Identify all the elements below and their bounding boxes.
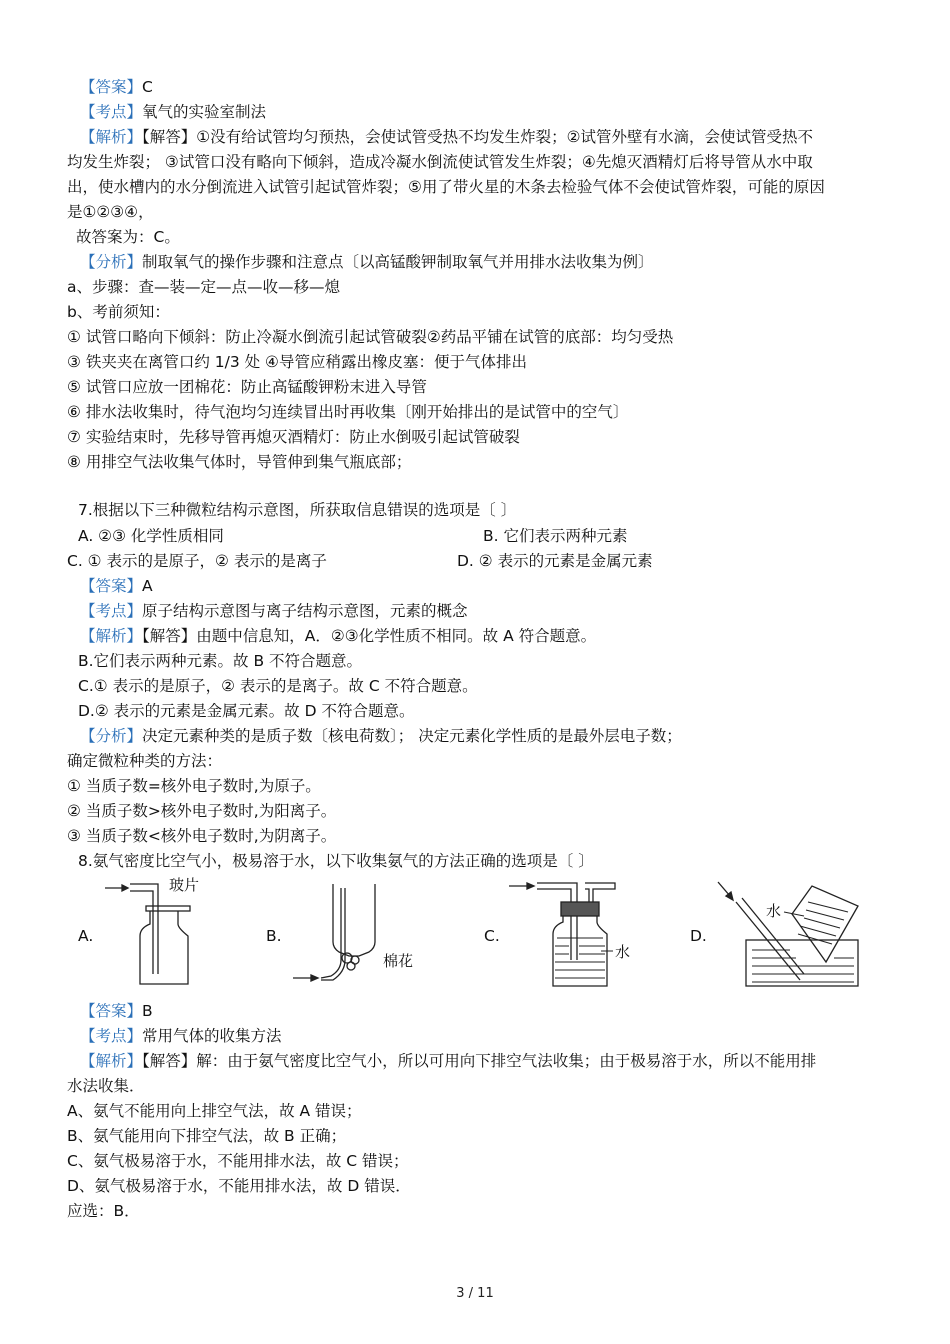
point-tag: 【考点】 (80, 602, 143, 620)
q6-point-line (80, 102, 266, 122)
q6-cautions-title: b、考前须知： (67, 303, 170, 321)
q6-caution-1: ① 试管口略向下倾斜：防止冷凝水倒流引起试管破裂②药品平铺在试管的底部：均匀受热 (67, 328, 674, 346)
q8-analysis-line (80, 1051, 816, 1071)
q8-detail-a: A、氨气不能用向上排空气法，故 A 错误； (67, 1102, 362, 1120)
q6-analysis-line-2: 均发生炸裂； ③试管口没有略向下倾斜，造成冷凝水倒流使试管发生炸裂；④先熄灭酒精灯后将导管从水中取 (67, 153, 813, 171)
q7-method-1: ① 当质子数=核外电子数时,为原子。 (67, 777, 321, 795)
q6-conclusion: 故答案为：C。 (76, 228, 180, 246)
q7-method-title: 确定微粒种类的方法： (67, 752, 223, 770)
analysis-text: 【解答】解：由于氨气密度比空气小，所以可用向下排空气法收集；由于极易溶于水，所以不能用排 (142, 1052, 817, 1070)
q7-option-d: D. ② 表示的元素是金属元素 (457, 552, 653, 570)
note-text: 制取氧气的操作步骤和注意点〔以高锰酸钾制取氧气并用排水法收集为例〕 (142, 253, 654, 271)
q6-caution-5: ⑦ 实验结束时，先移导管再熄灭酒精灯：防止水倒吸引起试管破裂 (67, 428, 520, 446)
q7-analysis-b: B.它们表示两种元素。故 B 不符合题意。 (78, 652, 363, 670)
q8-point-line (80, 1026, 282, 1046)
q6-analysis-line-3: 出，使水槽内的水分倒流进入试管引起试管炸裂；⑤用了带火星的木条去检验气体不会使试管炸裂，可能的原因 (67, 178, 825, 196)
q7-analysis-line (80, 626, 596, 646)
q7-option-c: C. ① 表示的是原子，② 表示的是离子 (67, 552, 327, 570)
answer-tag: 【答案】 (80, 577, 143, 595)
point-value: 常用气体的收集方法 (142, 1027, 282, 1045)
analysis-text: 【解答】由题中信息知，A．②③化学性质不相同。故 A 符合题意。 (142, 627, 597, 645)
q8-detail-b: B、氨气能用向下排空气法，故 B 正确； (67, 1127, 347, 1145)
q6-answer-line (80, 77, 153, 97)
q8-figure-label-c: C. (484, 927, 500, 945)
q6-analysis-line-4: 是①②③④， (67, 203, 154, 221)
figure-a-apparatus (100, 874, 220, 994)
note-tag: 【分析】 (80, 253, 143, 271)
q6-analysis-line-1 (80, 127, 813, 147)
q8-detail-d: D、氨气极易溶于水，不能用排水法，故 D 错误． (67, 1177, 411, 1195)
q8-figure-label-a: A. (78, 927, 94, 945)
figure-b-apparatus (285, 880, 435, 990)
page-number: 3 / 11 (456, 1286, 494, 1301)
analysis-tag: 【解析】 (80, 128, 143, 146)
answer-tag: 【答案】 (80, 1002, 143, 1020)
answer-value: C (142, 78, 153, 96)
q7-method-3: ③ 当质子数<核外电子数时,为阴离子。 (67, 827, 337, 845)
q8-figure-label-d: D. (690, 927, 707, 945)
point-tag: 【考点】 (80, 103, 143, 121)
q6-caution-6: ⑧ 用排空气法收集气体时，导管伸到集气瓶底部； (67, 453, 412, 471)
answer-value: A (142, 577, 153, 595)
q8-analysis-line-2: 水法收集． (67, 1077, 145, 1095)
note-tag: 【分析】 (80, 727, 143, 745)
figure-c-apparatus (505, 874, 645, 994)
q7-answer-line (80, 576, 153, 596)
cotton-label: 棉花 (383, 952, 414, 970)
q7-note-line (80, 726, 682, 746)
q8-final-choice: 应选：B． (67, 1202, 140, 1220)
q7-analysis-d: D.② 表示的元素是金属元素。故 D 不符合题意。 (78, 702, 415, 720)
q7-point-line (80, 601, 468, 621)
q7-analysis-c: C.① 表示的是原子，② 表示的是离子。故 C 不符合题意。 (78, 677, 478, 695)
q7-method-2: ② 当质子数>核外电子数时,为阳离子。 (67, 802, 337, 820)
answer-value: B (142, 1002, 153, 1020)
point-tag: 【考点】 (80, 1027, 143, 1045)
q7-option-b: B. 它们表示两种元素 (483, 527, 628, 545)
analysis-tag: 【解析】 (80, 627, 143, 645)
analysis-tag: 【解析】 (80, 1052, 143, 1070)
q6-caution-3: ⑤ 试管口应放一团棉花：防止高锰酸钾粉末进入导管 (67, 378, 427, 396)
point-value: 原子结构示意图与离子结构示意图，元素的概念 (142, 602, 468, 620)
q6-caution-2: ③ 铁夹夹在离管口约 1/3 处 ④导管应稍露出橡皮塞：便于气体排出 (67, 353, 527, 371)
analysis-text: 【解答】①没有给试管均匀预热，会使试管受热不均发生炸裂；②试管外壁有水滴，会使试管受热不 (142, 128, 814, 146)
q8-detail-c: C、氨气极易溶于水，不能用排水法，故 C 错误； (67, 1152, 409, 1170)
point-value: 氧气的实验室制法 (142, 103, 267, 121)
q8-answer-line (80, 1001, 153, 1021)
figure-d-apparatus (708, 876, 868, 992)
q8-stem: 8.氨气密度比空气小，极易溶于水，以下收集氨气的方法正确的选项是〔 〕 (78, 852, 594, 870)
glass-cover-label: 玻片 (169, 876, 200, 894)
water-label-d: 水 (766, 902, 782, 920)
q6-steps: a、步骤：查—装—定—点—收—移—熄 (67, 278, 340, 296)
q6-note-line (80, 252, 654, 272)
q8-figure-label-b: B. (266, 927, 282, 945)
q6-caution-4: ⑥ 排水法收集时，待气泡均匀连续冒出时再收集〔刚开始排出的是试管中的空气〕 (67, 403, 629, 421)
note-text: 决定元素种类的是质子数〔核电荷数〕； 决定元素化学性质的是最外层电子数； (142, 727, 682, 745)
water-label-c: 水 (615, 943, 631, 961)
q7-option-a: A. ②③ 化学性质相同 (78, 527, 224, 545)
answer-tag: 【答案】 (80, 78, 143, 96)
q7-stem: 7.根据以下三种微粒结构示意图，所获取信息错误的选项是〔 〕 (78, 501, 517, 519)
